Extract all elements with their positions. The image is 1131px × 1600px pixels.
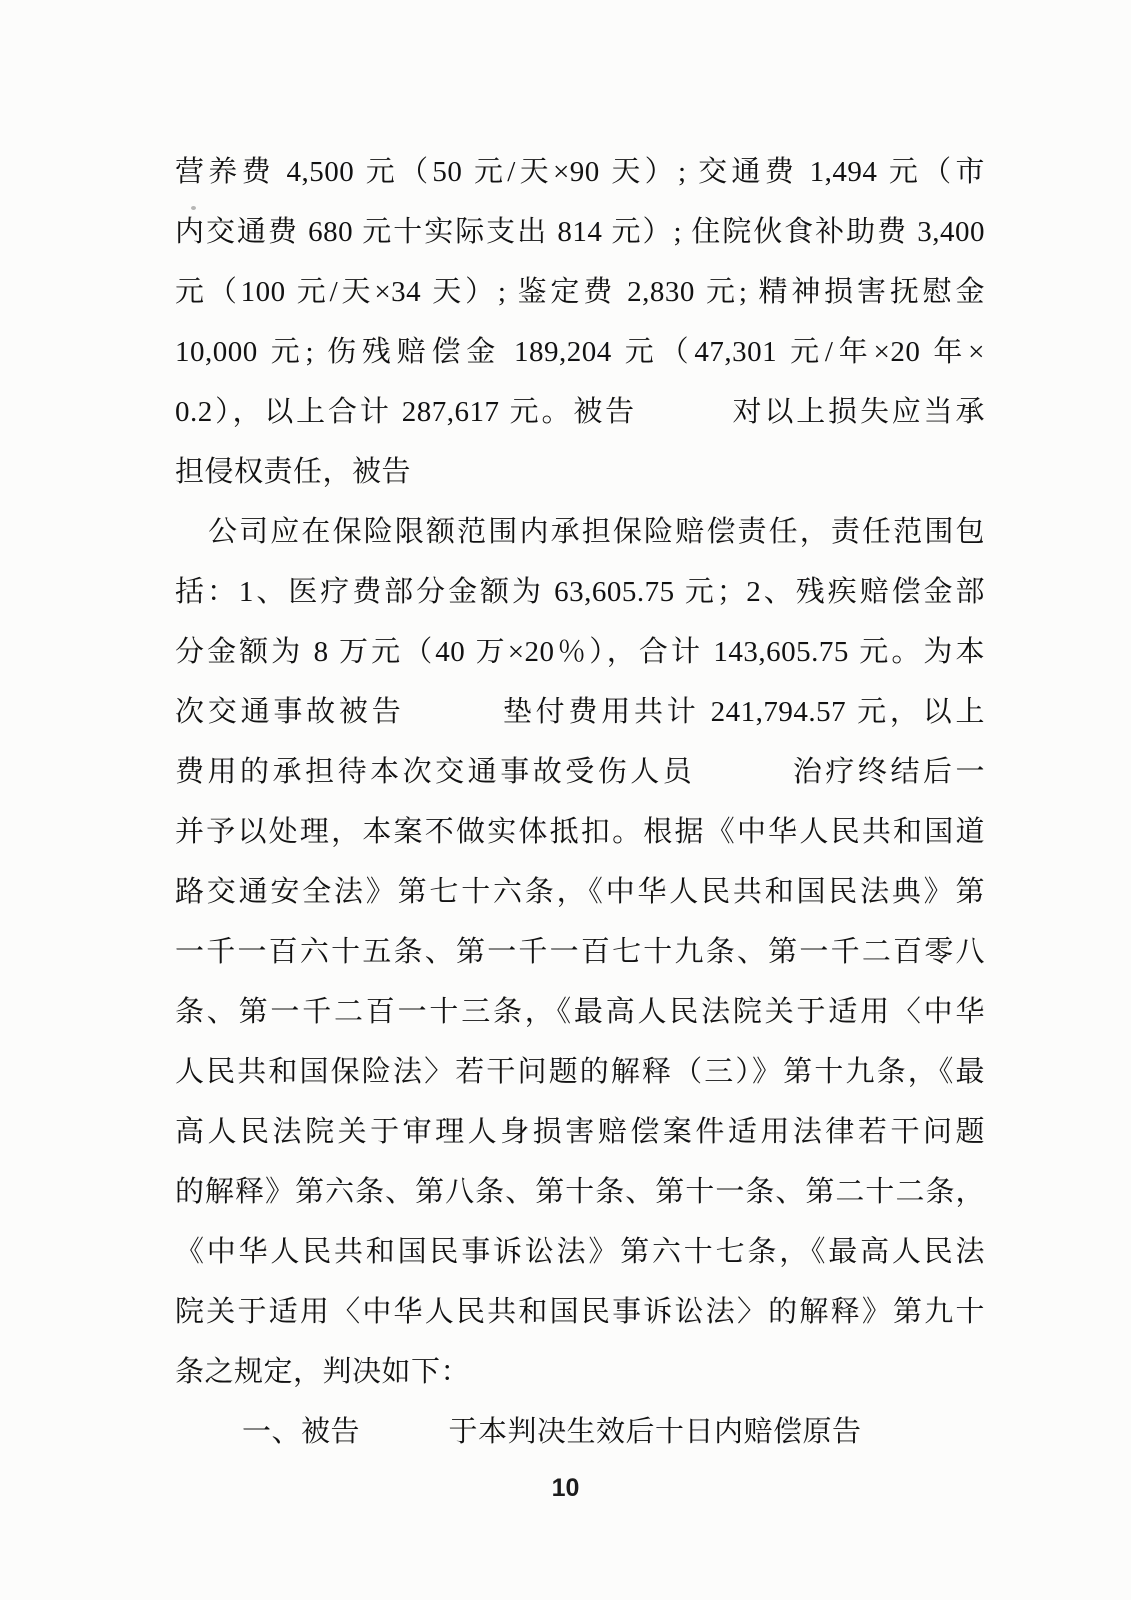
- document-line: 次交通事故被告 垫付费用共计 241,794.57 元，以上: [175, 696, 985, 728]
- document-line: 0.2），以上合计 287,617 元。被告 对以上损失应当承: [175, 396, 985, 428]
- document-line: 内交通费 680 元十实际支出 814 元）; 住院伙食补助费 3,400: [175, 216, 985, 248]
- document-line: 并予以处理，本案不做实体抵扣。根据《中华人民共和国道: [175, 816, 985, 848]
- document-line: 元（100 元/天×34 天）; 鉴定费 2,830 元; 精神损害抚慰金: [175, 276, 985, 308]
- document-line: 公司应在保险限额范围内承担保险赔偿责任，责任范围包: [208, 516, 985, 548]
- document-line: 费用的承担待本次交通事故受伤人员 治疗终结后一: [175, 756, 985, 788]
- document-line: 担侵权责任，被告: [175, 456, 412, 488]
- document-line: 营养费 4,500 元（50 元/天×90 天）; 交通费 1,494 元（市: [175, 156, 985, 188]
- document-line: 10,000 元; 伤残赔偿金 189,204 元（47,301 元/年×20 年×: [175, 336, 985, 368]
- document-line: 条之规定，判决如下：: [175, 1356, 471, 1388]
- document-line: 的解释》第六条、第八条、第十条、第十一条、第二十二条，: [175, 1176, 985, 1208]
- document-line: 一千一百六十五条、第一千一百七十九条、第一千二百零八: [175, 936, 985, 968]
- page-number: 10: [551, 1474, 580, 1502]
- document-line: 路交通安全法》第七十六条，《中华人民共和国民法典》第: [175, 876, 985, 908]
- document-line: 院关于适用〈中华人民共和国民事诉讼法〉的解释》第九十: [175, 1296, 985, 1328]
- document-line: 一、被告 于本判决生效后十日内赔偿原告: [242, 1416, 862, 1448]
- judgment-text-block: [175, 142, 985, 1462]
- document-line: 高人民法院关于审理人身损害赔偿案件适用法律若干问题: [175, 1116, 985, 1148]
- document-line: 《中华人民共和国民事诉讼法》第六十七条，《最高人民法: [175, 1236, 985, 1268]
- document-line: 分金额为 8 万元（40 万×20％），合计 143,605.75 元。为本: [175, 636, 985, 668]
- document-line: 人民共和国保险法〉若干问题的解释（三）》第十九条，《最: [175, 1056, 985, 1088]
- document-line: 条、第一千二百一十三条，《最高人民法院关于适用〈中华: [175, 996, 985, 1028]
- document-line: 括：1、医疗费部分金额为 63,605.75 元；2、残疾赔偿金部: [175, 576, 985, 608]
